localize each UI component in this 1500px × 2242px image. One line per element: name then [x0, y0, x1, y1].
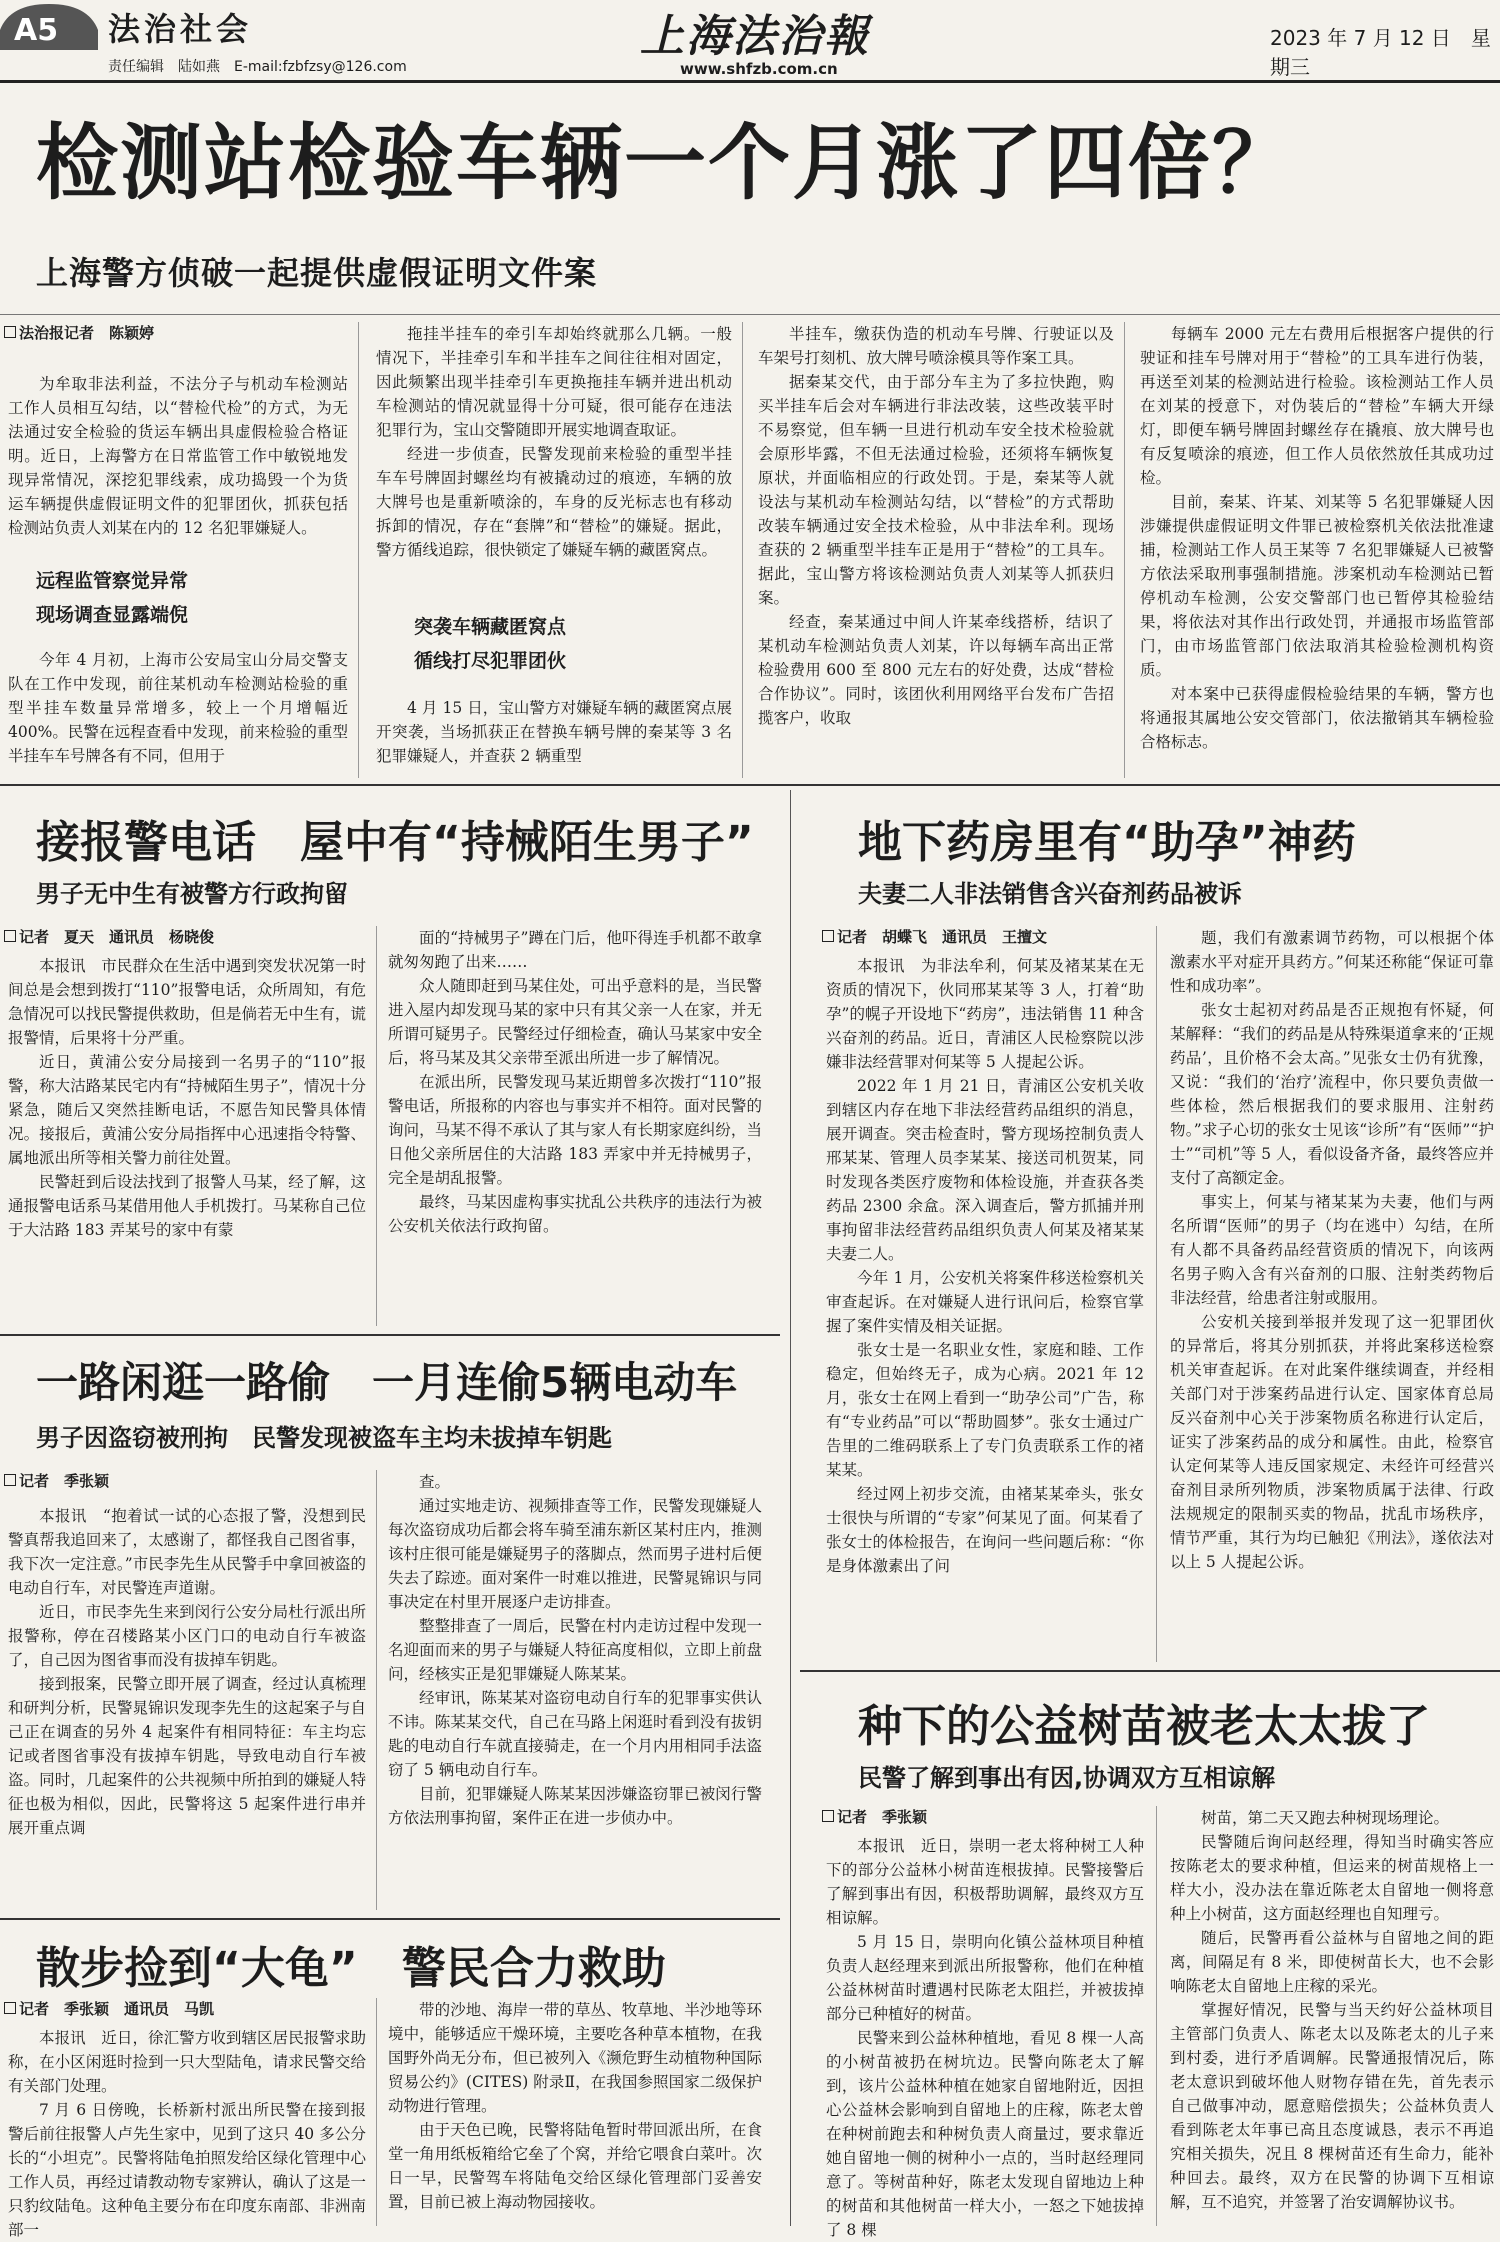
story4-byline: 记者 季张颖 通讯员 马凯	[4, 1998, 214, 2019]
story6-col1-p3: 民警来到公益林种植地，看见 8 棵一人高的小树苗被扔在树坑边。民警向陈老太了解到，该片公益林种植在她家自留地附近，因担心公益林会影响到自留地上的庄稼，陈老太曾在种树前跑去和种树负责人商量过，要求靠近她自留地一侧的树种小一点的，当时赵经理同意了。等树苗种好，陈老太发现自留地边上种的树苗和其他树苗一样大小，一怒之下她拔掉了 8 棵	[826, 2029, 1144, 2239]
story6-col2-p4: 掌握好情况，民警与当天约好公益林项目主管部门负责人、陈老太以及陈老太的儿子来到村委，进行矛盾调解。民警通报情况后，陈老太意识到破坏他人财物存错在先，首先表示自己做事冲动，愿意赔偿损失；公益林负责人看到陈老太年事已高且态度诚恳，表示不再追究相关损失，况且 8 棵树苗还有生命力，能补种回去。最终，双方在民警的协调下互相谅解，互不追究，并签署了治安调解协议书。	[1170, 2001, 1494, 2211]
masthead-rule	[0, 80, 1500, 83]
story5-headline: 地下药房里有“助孕”神药	[858, 817, 1356, 868]
story3-col1	[8, 1504, 366, 1910]
story3-headline: 一路闲逛一路偷 一月连偷5辆电动车	[36, 1358, 738, 1407]
col-divider	[742, 322, 743, 778]
story5-col1-p1: 本报讯 为非法牟利，何某及褚某某在无资质的情况下，伙同邢某某等 3 人，打着“助孕”的幌子开设地下“药房”，违法销售 11 种含兴奋剂的药品。近日，青浦区人民检察院以涉嫌非法经营罪对何某等 5 人提起公诉。	[826, 957, 1144, 1071]
story2-col2-p3: 在派出所，民警发现马某近期曾多次拨打“110”报警电话，所报称的内容也与事实并不相符。面对民警的询问，马某不得不承认了其与家人有长期家庭纠纷，当日他父亲所居住的大沽路 183 弄家中并无持械男子，完全是胡乱报警。	[388, 1073, 762, 1187]
story3-col2-p1: 查。	[419, 1473, 451, 1491]
half-divider	[790, 790, 791, 2226]
lead-col2b	[376, 696, 732, 768]
col-divider	[358, 322, 359, 778]
story4-col2	[388, 1998, 762, 2226]
story4-headline: 散步捡到“大龟” 警民合力救助	[36, 1943, 666, 1994]
section-divider	[0, 1334, 780, 1336]
col-divider	[1156, 926, 1157, 1662]
lead-byline: 法治报记者 陈颖婷	[4, 322, 154, 343]
lead-col1	[8, 372, 348, 546]
col-divider	[376, 1470, 377, 1910]
story2-col1-p3: 民警赶到后设法找到了报警人马某，经了解，这通报警电话系马某借用他人手机拨打。马某称自己位于大沽路 183 弄某号的家中有蒙	[8, 1173, 366, 1239]
story5-subhead: 夫妻二人非法销售含兴奋剂药品被诉	[858, 880, 1242, 908]
col-divider	[376, 926, 377, 1326]
lead-col1b-p1: 今年 4 月初，上海市公安局宝山分局交警支队在工作中发现，前往某机动车检测站检验的重型半挂车数量异常增多，较上一个月增幅近 400%。民警在远程查看中发现，前来检验的重型半挂车车号牌各有不同，但用于	[8, 651, 348, 765]
story5-col1-p2: 2022 年 1 月 21 日，青浦区公安机关收到辖区内存在地下非法经营药品组织的消息，展开调查。突击检查时，警方现场控制负责人邢某某、管理人员李某某、接送司机贺某，同时发现各类医疗废物和体检设施，并查获各类药品 2300 余盒。深入调查后，警方抓捕并刑事拘留非法经营药品组织负责人何某及褚某某夫妻二人。	[826, 1077, 1144, 1263]
story2-byline: 记者 夏天 通讯员 杨晓俊	[4, 926, 214, 947]
lead-col4	[1140, 322, 1494, 774]
lead-col4-p1: 每辆车 2000 元左右费用后根据客户提供的行驶证和挂车号牌对用于“替检”的工具车进行伪装，再送至刘某的检测站进行检验。该检测站工作人员在刘某的授意下，对伪装后的“替检”车辆大开绿灯，即便车辆号牌固封螺丝存在撬痕、放大牌号也有反复喷涂的痕迹，但工作人员依然放任其成功过检。	[1140, 325, 1494, 487]
lead-col2-subhead-2: 循线打尽犯罪团伙	[414, 650, 567, 672]
story6-col2-p3: 随后，民警再看公益林与自留地之间的距离，间隔足有 8 米，即使树苗长大，也不会影响陈老太自留地上庄稼的采光。	[1170, 1929, 1494, 1995]
story6-col2-p2: 民警随后询问赵经理，得知当时确实答应按陈老太的要求种植，但运来的树苗规格上一样大小，没办法在靠近陈老太自留地一侧将意种上小树苗，这方面赵经理也自知理亏。	[1170, 1833, 1494, 1923]
story6-col1	[826, 1834, 1144, 2239]
section-divider	[800, 1670, 1500, 1672]
story3-byline: 记者 季张颖	[4, 1470, 109, 1491]
story2-col2-p4: 最终，马某因虚构事实扰乱公共秩序的违法行为被公安机关依法行政拘留。	[388, 1193, 762, 1235]
story5-col1-p3: 今年 1 月，公安机关将案件移送检察机关审查起诉。在对嫌疑人进行讯问后，检察官掌握了案件实情及相关证据。	[826, 1269, 1144, 1335]
story3-col2-p5: 目前，犯罪嫌疑人陈某某因涉嫌盗窃罪已被闵行警方依法刑事拘留，案件正在进一步侦办中。	[388, 1785, 762, 1827]
lead-subhead: 上海警方侦破一起提供虚假证明文件案	[36, 254, 598, 292]
story2-col1	[8, 954, 366, 1326]
page-number: A5	[14, 13, 59, 48]
col-divider	[376, 1998, 377, 2226]
story2-col1-p1: 本报讯 市民群众在生活中遇到突发状况第一时间总是会想到拨打“110”报警电话，众所周知，有危急情况可以找民警提供救助，但是倘若无中生有，谎报警情，后果将十分严重。	[8, 957, 366, 1047]
story6-subhead: 民警了解到事出有因,协调双方互相谅解	[858, 1764, 1276, 1792]
lead-col3-p2: 据秦某交代，由于部分车主为了多拉快跑，购买半挂车后会对车辆进行非法改装，这些改装平时不易察觉，但车辆一旦进行机动车安全技术检验就会原形毕露，不但无法通过检验，还须将车辆恢复原状，并面临相应的行政处罚。于是，秦某等人就设法与某机动车检测站勾结，以“替检”的方式帮助改装车辆通过安全技术检验，从中非法牟利。现场查获的 2 辆重型半挂车正是用于“替检”的工具车。据此，宝山警方将该检测站负责人刘某等人抓获归案。	[758, 373, 1114, 607]
lead-divider	[0, 314, 1500, 315]
story3-col2-p4: 经审讯，陈某某对盗窃电动自行车的犯罪事实供认不讳。陈某某交代，自己在马路上闲逛时看到没有拔钥匙的电动自行车就直接骑走，在一个月内用相同手法盗窃了 5 辆电动自行车。	[388, 1689, 762, 1779]
editor-line: 责任编辑 陆如燕 E-mail:fzbfzsy@126.com	[108, 59, 407, 75]
lead-col1b	[8, 648, 348, 768]
story4-col2-p1: 带的沙地、海岸一带的草丛、牧草地、半沙地等环境中，能够适应干燥环境，主要吃各种草本植物，在我国野外尚无分布，但已被列入《濒危野生动植物种国际贸易公约》(CITES) 附录Ⅱ，在我国参照国家二级保护动物进行管理。	[388, 2001, 762, 2115]
lead-col1-p1: 为牟取非法利益，不法分子与机动车检测站工作人员相互勾结，以“替检代检”的方式，为无法通过安全检验的货运车辆出具虚假检验合格证明。近日，上海警方在日常监管工作中敏锐地发现异常情况，深挖犯罪线索，成功捣毁一个为货运车辆提供虚假证明文件的犯罪团伙，抓获包括检测站负责人刘某在内的 12 名犯罪嫌疑人。	[8, 375, 348, 537]
story3-col1-p1: 本报讯 “抱着试一试的心态报了警，没想到民警真帮我追回来了，太感谢了，都怪我自己图省事，我下次一定注意。”市民李先生从民警手中拿回被盗的电动自行车，对民警连声道谢。	[8, 1507, 366, 1597]
story5-col1-p4: 张女士是一名职业女性，家庭和睦、工作稳定，但始终无子，成为心病。2021 年 12 月，张女士在网上看到一“助孕公司”广告，称有“专业药品”可以“帮助圆梦”。张女士通过广告里的二维码联系上了专门负责联系工作的褚某某。	[826, 1341, 1144, 1479]
story3-col2-p3: 整整排查了一周后，民警在村内走访过程中发现一名迎面而来的男子与嫌疑人特征高度相似，立即上前盘问，经核实正是犯罪嫌疑人陈某某。	[388, 1617, 762, 1683]
story3-col2	[388, 1470, 762, 1910]
story4-col2-p2: 由于天色已晚，民警将陆龟暂时带回派出所，在食堂一角用纸板箱给它垒了个窝，并给它喂食白菜叶。次日一早，民警驾车将陆龟交给区绿化管理部门妥善安置，目前已被上海动物园接收。	[388, 2121, 762, 2211]
section-divider	[0, 1918, 780, 1920]
lead-col1-subhead-2: 现场调查显露端倪	[36, 604, 189, 626]
story2-col1-p2: 近日，黄浦公安分局接到一名男子的“110”报警，称大沽路某民宅内有“持械陌生男子”，情况十分紧急，随后又突然挂断电话，不愿告知民警具体情况。接报后，黄浦公安分局指挥中心迅速指令特警、属地派出所等相关警力前往处置。	[8, 1053, 366, 1167]
story6-col2	[1170, 1806, 1494, 2226]
col-divider	[1124, 322, 1125, 778]
story2-col2	[388, 926, 762, 1326]
story5-col1-p5: 经过网上初步交流，由褚某某牵头，张女士很快与所谓的“专家”何某见了面。何某看了张女士的体检报告，在询问一些问题后称：“你是身体激素出了问	[826, 1485, 1144, 1575]
story5-col2-p2: 张女士起初对药品是否正规抱有怀疑，何某解释：“我们的药品是从特殊渠道拿来的‘正规药品’，且价格不会太高。”见张女士仍有犹豫，又说：“我们的‘治疗’流程中，你只要负责做一些体检，然后根据我们的要求服用、注射药物。”求子心切的张女士见该“诊所”有“医师”“护士”“司机”等 5 人，看似设备齐备，最终答应并支付了高额定金。	[1170, 1001, 1494, 1187]
story3-col1-p2: 近日，市民李先生来到闵行公安分局杜行派出所报警称，停在召楼路某小区门口的电动自行车被盗了，自己因为图省事而没有拔掉车钥匙。	[8, 1603, 366, 1669]
lead-headline: 检测站检验车辆一个月涨了四倍？	[36, 116, 1297, 211]
col-divider	[1156, 1806, 1157, 2226]
story4-col1	[8, 2026, 366, 2239]
story3-subhead: 男子因盗窃被刑拘 民警发现被盗车主均未拔掉车钥匙	[36, 1424, 612, 1452]
story6-col1-p2: 5 月 15 日，崇明向化镇公益林项目种植负责人赵经理来到派出所报警称，他们在种植公益林树苗时遭遇村民陈老太阻拦，并被拔掉部分已种植好的树苗。	[826, 1933, 1144, 2023]
story2-subhead: 男子无中生有被警方行政拘留	[36, 880, 348, 908]
story5-col2-p4: 公安机关接到举报并发现了这一犯罪团伙的异常后，将其分别抓获，并将此案移送检察机关审查起诉。在对此案件继续调查，并经相关部门对于涉案药品进行认定、国家体育总局反兴奋剂中心关于涉案物质名称进行认定后，证实了涉案药品的成分和属性。由此，检察官认定何某等人违反国家规定、未经许可经营兴奋剂目录所列物质，涉案物质属于法律、行政法规规定的限制买卖的物品，扰乱市场秩序，情节严重，其行为均已触犯《刑法》，遂依法对以上 5 人提起公诉。	[1170, 1313, 1494, 1571]
newspaper-name: 上海法治報	[640, 11, 870, 62]
story6-col1-p1: 本报讯 近日，崇明一老太将种树工人种下的部分公益林小树苗连根拔掉。民警接警后了解到事出有因，积极帮助调解，最终双方互相谅解。	[826, 1837, 1144, 1927]
story6-headline: 种下的公益树苗被老太太拔了	[858, 1701, 1430, 1752]
lead-col4-p2: 目前，秦某、许某、刘某等 5 名犯罪嫌疑人因涉嫌提供虚假证明文件罪已被检察机关依法批准逮捕，检测站工作人员王某等 7 名犯罪嫌疑人已被警方依法采取刑事强制措施。涉案机动车检测站已暂停机动车检测，公安交警部门也已暂停其检验结果，将依法对其作出行政处罚，并通报市场监管部门，由市场监管部门依法取消其检验检测机构资质。	[1140, 493, 1494, 679]
lead-col1-subhead-1: 远程监管察觉异常	[36, 570, 189, 592]
lead-col3	[758, 322, 1114, 774]
story5-col2-p3: 事实上，何某与褚某某为夫妻，他们与两名所谓“医师”的男子（均在逃中）勾结，在所有人都不具备药品经营资质的情况下，向该两名男子购入含有兴奋剂的口服、注射类药物后非法经营，给患者注射或服用。	[1170, 1193, 1494, 1307]
story2-col2-p1: 面的“持械男子”蹲在门后，他吓得连手机都不敢拿就匆匆跑了出来……	[388, 929, 762, 971]
story2-col2-p2: 众人随即赶到马某住处，可出乎意料的是，当民警进入屋内却发现马某的家中只有其父亲一人在家，并无所谓可疑男子。民警经过仔细检查，确认马某家中安全后，将马某及其父亲带至派出所进一步了解情况。	[388, 977, 762, 1067]
issue-date: 2023 年 7 月 12 日 星期三	[1270, 26, 1491, 79]
story5-byline: 记者 胡蝶飞 通讯员 王擅文	[822, 926, 1047, 947]
story6-byline: 记者 季张颖	[822, 1806, 927, 1827]
story5-col2	[1170, 926, 1494, 1662]
story3-col1-p3: 接到报案，民警立即开展了调查，经过认真梳理和研判分析，民警晁锦识发现李先生的这起案子与自己正在调查的另外 4 起案件有相同特征：车主均忘记或者图省事没有拔掉车钥匙，导致电动自行车被盗。同时，几起案件的公共视频中所拍到的嫌疑人特征也极为相似，因此，民警将这 5 起案件进行串并展开重点调	[8, 1675, 366, 1837]
story5-col1	[826, 954, 1144, 1658]
lead-col2-p1: 拖挂半挂车的牵引车却始终就那么几辆。一般情况下，半挂牵引车和半挂车之间往往相对固定，因此频繁出现半挂牵引车更换拖挂车辆并进出机动车检测站的情况就显得十分可疑，很可能存在违法犯罪行为，宝山交警随即开展实地调查取证。	[376, 325, 732, 439]
website-link[interactable]: www.shfzb.com.cn	[680, 60, 838, 78]
lead-col2	[376, 322, 732, 610]
story2-headline: 接报警电话 屋中有“持械陌生男子”	[36, 817, 754, 868]
lead-col4-p3: 对本案中已获得虚假检验结果的车辆，警方也将通报其属地公安交管部门，依法撤销其车辆检验合格标志。	[1140, 685, 1494, 751]
lead-col2b-p1: 4 月 15 日，宝山警方对嫌疑车辆的藏匿窝点展开突袭，当场抓获正在替换车辆号牌的秦某等 3 名犯罪嫌疑人，并查获 2 辆重型	[376, 699, 732, 765]
story4-col1-p1: 本报讯 近日，徐汇警方收到辖区居民报警求助称，在小区闲逛时捡到一只大型陆龟，请求民警交给有关部门处理。	[8, 2029, 366, 2095]
lead-col3-p3: 经查，秦某通过中间人许某牵线搭桥，结识了某机动车检测站负责人刘某，许以每辆车高出正常检验费用 600 至 800 元左右的好处费，达成“替检合作协议”。同时，该团伙利用网络平台发布广告招揽客户，收取	[758, 613, 1114, 727]
lead-col3-p1: 半挂车，缴获伪造的机动车号牌、行驶证以及车架号打刻机、放大牌号喷涂模具等作案工具。	[758, 325, 1114, 367]
lead-col2-subhead-1: 突袭车辆藏匿窝点	[414, 616, 567, 638]
section-divider	[0, 784, 1500, 786]
page-number-badge	[0, 0, 98, 50]
story4-col1-p2: 7 月 6 日傍晚，长桥新村派出所民警在接到报警后前往报警人卢先生家中，见到了这只 40 多公分长的“小坦克”。民警将陆龟拍照发给区绿化管理中心工作人员，再经过请教动物专家辨认，确认了这是一只豹纹陆龟。这种龟主要分布在印度东南部、非洲南部一	[8, 2101, 366, 2239]
story6-col2-p1: 树苗，第二天又跑去种树现场理论。	[1201, 1809, 1450, 1827]
story5-col2-p1: 题，我们有激素调节药物，可以根据个体激素水平对症开具药方。”何某还称能“保证可靠性和成功率”。	[1170, 929, 1494, 995]
lead-col2-p2: 经进一步侦查，民警发现前来检验的重型半挂车车号牌固封螺丝均有被撬动过的痕迹，车辆的放大牌号也是重新喷涂的，车身的反光标志也有移动拆卸的情况，存在“套牌”和“替检”的嫌疑。据此，警方循线追踪，很快锁定了嫌疑车辆的藏匿窝点。	[376, 445, 732, 559]
section-name: 法治社会	[108, 10, 253, 48]
story3-col2-p2: 通过实地走访、视频排查等工作，民警发现嫌疑人每次盗窃成功后都会将车骑至浦东新区某村庄内，推测该村庄很可能是嫌疑男子的落脚点，然而男子进村后便失去了踪迹。面对案件一时难以推进，民警晁锦识与同事决定在村里开展逐户走访排查。	[388, 1497, 762, 1611]
